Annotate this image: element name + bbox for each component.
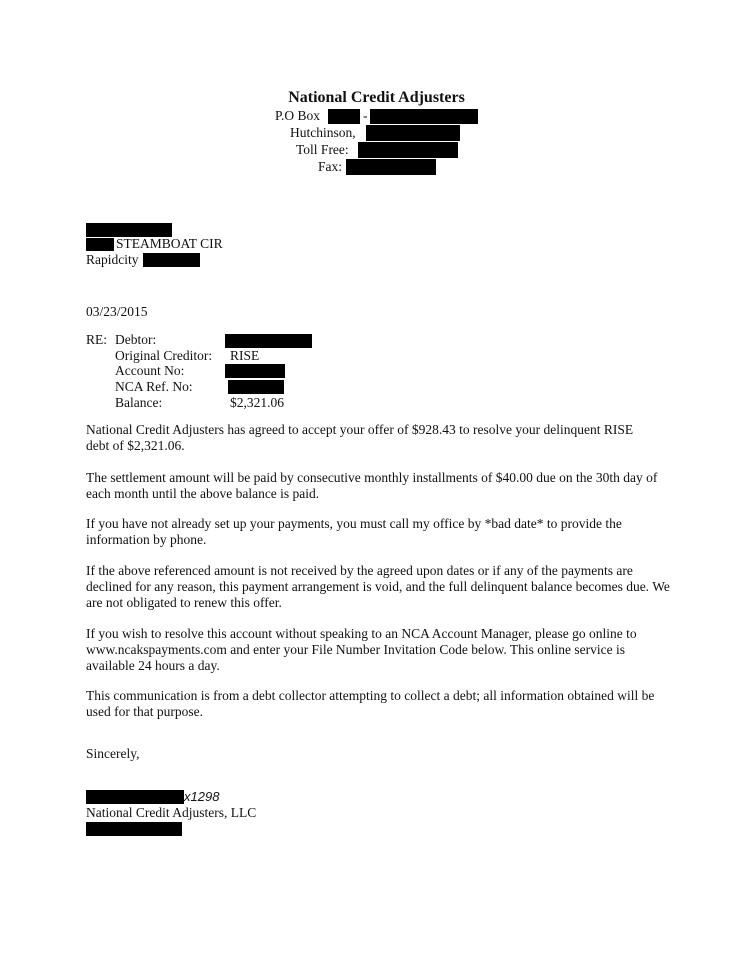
letterhead-company: National Credit Adjusters <box>288 89 465 106</box>
paragraph-disclosure: This communication is from a debt collector attempting to collect a debt; all information obtained will be used for that purpose. <box>86 688 655 719</box>
redacted-debtor-name <box>225 334 312 348</box>
fax-label: Fax: <box>318 159 343 174</box>
paragraph-setup: If you have not already set up your payments, you must call my office by *bad date* to provide the information by phone. <box>86 516 622 547</box>
redacted-signer-name <box>86 790 184 804</box>
po-box-dash: - <box>363 108 368 123</box>
balance-value: $2,321.06 <box>230 395 284 410</box>
nca-ref-label: NCA Ref. No: <box>115 379 193 394</box>
account-no-label: Account No: <box>115 363 185 378</box>
redacted-po-box-number <box>328 109 360 124</box>
paragraph-online: If you wish to resolve this account without speaking to an NCA Account Manager, please go online to www.ncakspayments.com and enter your File Number Invitation Code below. This online service is available 24 hours a day. <box>86 626 637 673</box>
redacted-fax-number <box>346 159 436 175</box>
toll-free-label: Toll Free: <box>296 142 349 157</box>
redacted-recipient-state-zip <box>143 253 200 267</box>
balance-label: Balance: <box>115 395 163 410</box>
redacted-nca-ref-number <box>228 380 284 394</box>
re-label: RE: <box>86 332 108 347</box>
redacted-house-number <box>86 238 114 251</box>
paragraph-offer: National Credit Adjusters has agreed to accept your offer of $928.43 to resolve your delinquent RISE debt of $2,321.06. <box>86 422 634 453</box>
redacted-recipient-name <box>86 223 172 237</box>
recipient-street: STEAMBOAT CIR <box>116 236 223 251</box>
letter-date: 03/23/2015 <box>86 304 148 319</box>
paragraph-void-warning: If the above referenced amount is not received by the agreed upon dates or if any of the payments are declined for any reason, this payment arrangement is void, and the full delinquent balance becomes due. We are not obligated to renew this offer. <box>86 563 670 610</box>
city-label: Hutchinson, <box>290 125 356 140</box>
debtor-label: Debtor: <box>115 332 157 347</box>
original-creditor-value: RISE <box>230 348 260 363</box>
closing-company: National Credit Adjusters, LLC <box>86 805 257 820</box>
paragraph-installments: The settlement amount will be paid by consecutive monthly installments of $40.00 due on the 30th day of each month until the above balance is paid. <box>86 470 658 501</box>
redacted-state-zip <box>366 125 460 141</box>
redacted-toll-free-number <box>358 142 458 158</box>
signer-extension: x1298 <box>184 789 220 804</box>
salutation: Sincerely, <box>86 746 140 761</box>
redacted-signer-title <box>86 822 182 836</box>
redacted-account-number <box>225 364 285 378</box>
redacted-po-box-rest <box>370 109 478 124</box>
recipient-city: Rapidcity <box>86 252 139 267</box>
po-box-label: P.O Box <box>275 108 321 123</box>
original-creditor-label: Original Creditor: <box>115 348 213 363</box>
